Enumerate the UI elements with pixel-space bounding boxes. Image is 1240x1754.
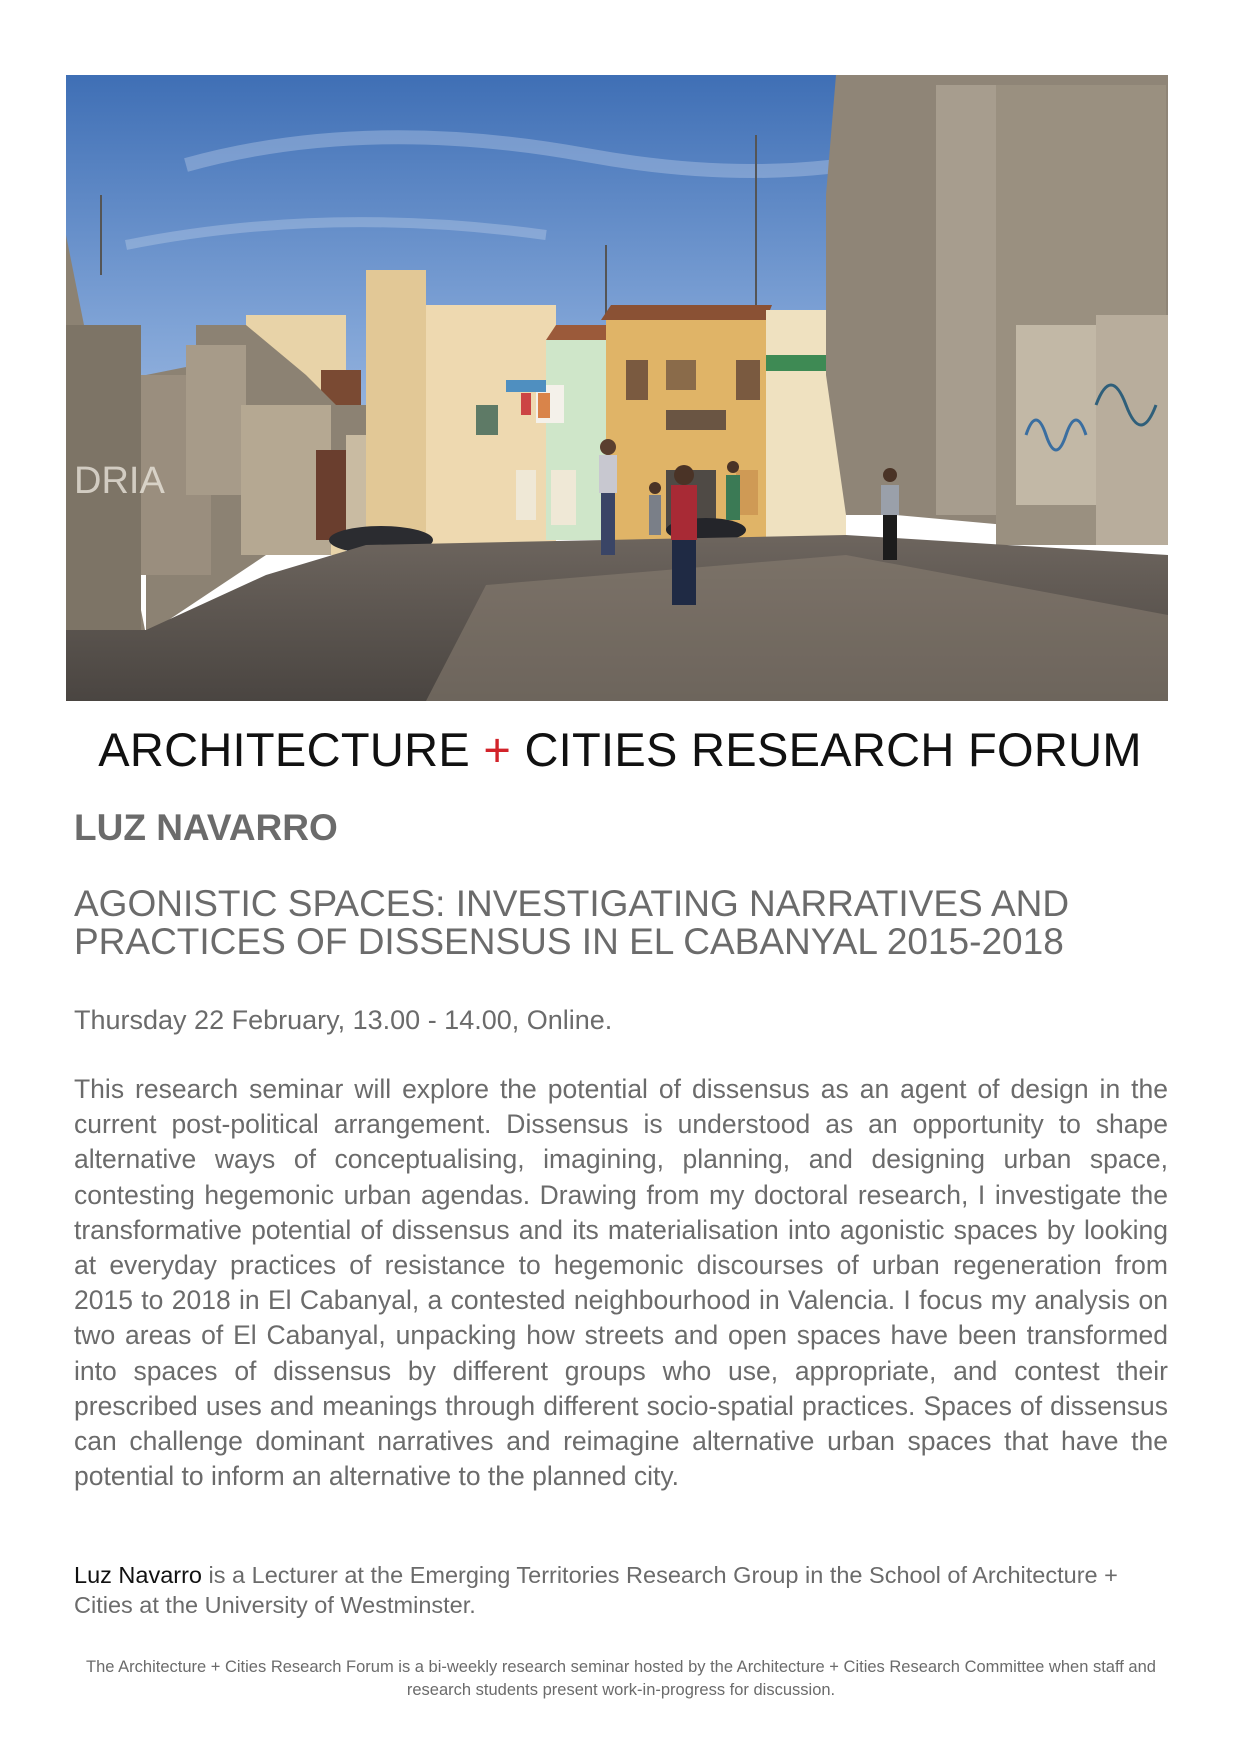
forum-title-part1: ARCHITECTURE <box>98 723 470 776</box>
footer-note: The Architecture + Cities Research Forum is a bi-weekly research seminar hosted by the Architecture + Cities Research Committee when staff and research students present work-in-progress for discussion. <box>86 1658 1156 1699</box>
talk-title-line2: PRACTICES OF DISSENSUS IN EL CABANYAL 2015-2018 <box>74 921 1064 962</box>
svg-text:DRIA: DRIA <box>74 460 165 502</box>
street-scene-illustration <box>66 75 1168 701</box>
forum-title <box>0 722 1240 778</box>
abstract-text: This research seminar will explore the potential of dissensus as an agent of design in the current post-political arrangement. Dissensus is understood as an opportunity to shape alternative ways of conceptualising, imagining, planning, and designing urban space, contesting hegemonic urban agendas. Drawing from my doctoral research, I investigate the transformative potential of dissensus and its materialisation into agonistic spaces by looking at everyday practices of resistance to hegemonic discourses of urban regeneration from 2015 to 2018 in El Cabanyal, a contested neighbourhood in Valencia. I focus my analysis on two areas of El Cabanyal, unpacking how streets and open spaces have been transformed into spaces of dissensus by different groups who use, appropriate, and contest their prescribed uses and meanings through different socio-spatial practices. Spaces of dissensus can challenge dominant narratives and reimagine alternative urban spaces that have the potential to inform an alternative to the planned city. <box>74 1074 1168 1492</box>
forum-title-plus: + <box>483 723 512 776</box>
bio-name: Luz Navarro <box>74 1562 202 1588</box>
talk-title <box>74 885 1184 961</box>
speaker-bio <box>74 1560 1168 1620</box>
event-datetime: Thursday 22 February, 13.00 - 14.00, Online. <box>74 1005 613 1035</box>
bio-text: is a Lecturer at the Emerging Territories Research Group in the School of Architecture + Cities at the University of Westminster. <box>74 1562 1118 1618</box>
header-photo <box>66 75 1168 701</box>
speaker-name: LUZ NAVARRO <box>74 807 338 848</box>
talk-title-line1: AGONISTIC SPACES: INVESTIGATING NARRATIVES AND <box>74 883 1070 924</box>
forum-title-part2: CITIES RESEARCH FORUM <box>524 723 1142 776</box>
